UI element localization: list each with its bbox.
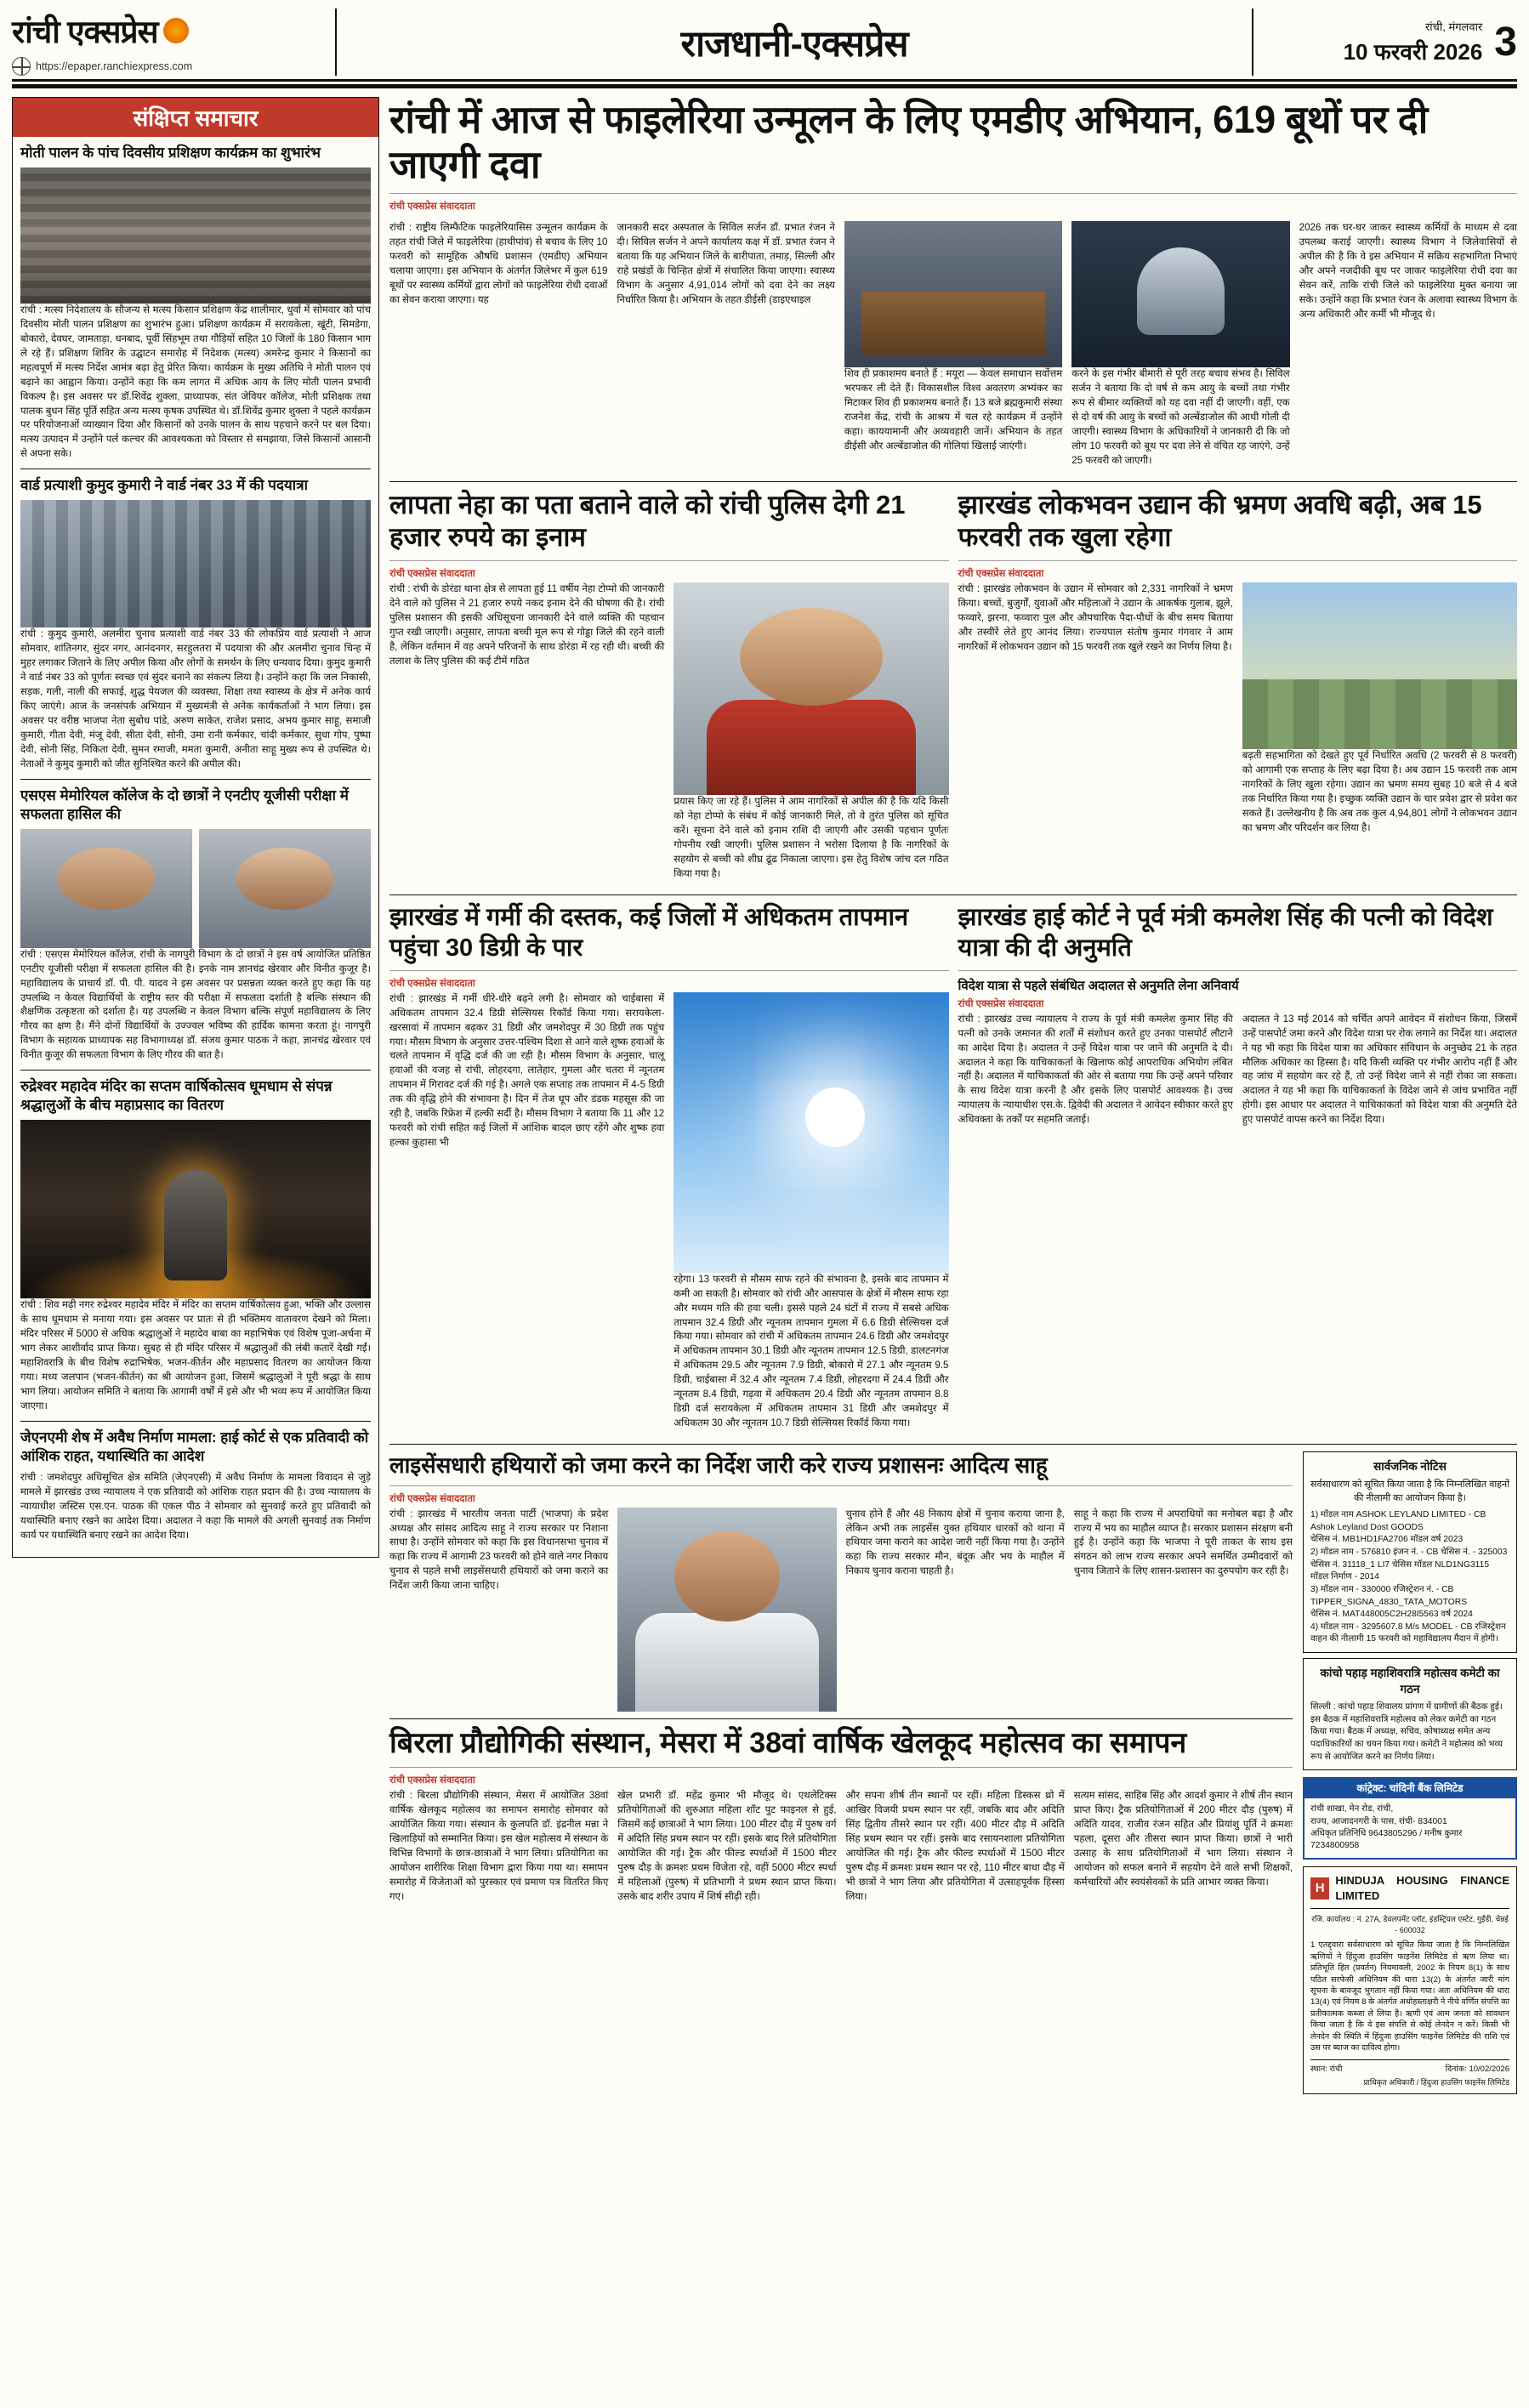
left-column <box>12 97 379 2094</box>
hinduja-ad-header <box>1310 1873 1509 1909</box>
lokbhawan-byline: रांची एक्सप्रेस संवाददाता <box>958 569 1044 580</box>
weather-text-left: रांची : झारखंड में गर्मी धीरे-धीरे बढ़ने लगी है। सोमवार को चाईबासा में अधिकतम तापमान 32.4 डिग्री सेल्सियस रिकॉर्ड किया गया। सरायकेला-खरसावां में तापमान बढ़कर 31 डिग्री और जमशेदपुर में 30 डिग्री तक पहुंच गया। मौसम विभाग के अनुसार उत्तर-पश्चिम दिशा से आने वाले शुष्क हवाओं के चलते तापमान में वृद्धि दर्ज की जा रही है। मौसम विभाग के अनुसार, चालू हवाओं की वजह से रांची, लोहरदगा, लातेहार, गुमला और चतरा में न्यूनतम तापमान में गिरावट दर्ज की गई है। अगले एक सप्ताह तक तापमान में 4-5 डिग्री तक की वृद्धि होने की संभावना है। दिन में तेज धूप और डंडक महसूस की जा रही है, जबकि रिफ्रेश में हल्की सर्दी है। मौसम विभाग ने बताया कि 11 और 12 फरवरी को रांची सहित कई जिलों में आंशिक बादल छाए रहेंगे और शुष्क हवा हल्का कुहासा भी <box>389 992 665 1148</box>
divider <box>389 560 949 561</box>
licence-col-2 <box>617 1508 836 1712</box>
training-hall-photo <box>20 168 371 304</box>
brief-item-1 <box>20 144 371 462</box>
notice-item-3: 2) मॉडल नाम - 576810 इंजन नं. - CB चेसिस नं. - 325003 <box>1310 1548 1508 1558</box>
birla-col-3 <box>846 1789 1065 1910</box>
brief-item-4 <box>20 1077 371 1414</box>
brief-item-4-body: रांची : शिव मढ़ी नगर रुद्रेश्वर महादेव मंदिर में मंदिर का सप्तम वार्षिकोत्सव हुआ, भक्ति और उल्लास के साथ धूमधाम से मनाया गया। इस अवसर पर प्रातः से ही भक्तिमय वातावरण देखने को मिला। मंदिर परिसर में 5000 से अधिक श्रद्धालुओं ने महादेव बाबा का महाभिषेक एवं विशेष पूजा-अर्चना में भाग लेकर आशीर्वाद प्राप्त किया। सुबह से ही मंदिर परिसर में श्रद्धालुओं की लंबी कतारें देखी गईं। महाशिवरात्रि के बीच विशेष रुद्राभिषेक, भजन-कीर्तन और महाप्रसाद वितरण का आयोजन किया गया। मध्य जलपान (भजन-कीर्तन) का श्री आयोजन हुआ, जिसमें श्रद्धालुओं ने पूरी श्रद्धा के साथ भाग लिया। आयोजन समिति ने बताया कि आगामी वर्षों में इसे और भी भव्य रूप में आयोजित किया जाएगा। <box>20 1299 371 1411</box>
licence-col-1 <box>389 1508 608 1712</box>
brief-item-3-headline: एसएस मेमोरियल कॉलेज के दो छात्रों ने एनटीए यूजीसी परीक्षा में सफलता हासिल की <box>20 787 349 822</box>
mid-row-1 <box>389 489 1517 888</box>
story-highcourt <box>958 902 1518 1437</box>
hinduja-registered-office: रजि. कार्यालय : नं. 27A, डेवलपमेंट प्लॉट, इंडस्ट्रियल एस्टेट, गुईंडी, चेन्नई - 600032 <box>1311 1915 1509 1934</box>
divider <box>389 481 1517 482</box>
birla-col-4 <box>1074 1789 1293 1910</box>
page-number: 3 <box>1494 19 1517 65</box>
divider <box>389 1444 1517 1445</box>
mid-row-2 <box>389 902 1517 1437</box>
licence-text-3: साहू ने कहा कि राज्य में अपराधियों का मनोबल बढ़ा है और राज्य में भय का माहौल व्याप्त है। सरकार प्रशासन संरक्षण बनी हुई है। उन्होंने कहा कि भाजपा ने पूरी ताकत के साथ इस संगठन को लाभ राज्य सरकार अपने समर्थित उम्मीदवारों को चुनाव जिताने के लिए शासन-प्रशासन का दुरुपयोग कर रही है। <box>1073 1508 1293 1577</box>
story-birla <box>389 1726 1293 1911</box>
missing-girl-col-2 <box>674 582 948 888</box>
birla-headline: बिरला प्रौद्योगिकी संस्थान, मेसरा में 38वां वार्षिक खेलकूद महोत्सव का समापन <box>389 1726 1187 1759</box>
highcourt-columns <box>958 1013 1518 1133</box>
divider <box>389 1718 1293 1719</box>
civil-surgeon-office-photo <box>844 221 1062 367</box>
story-missing-girl <box>389 489 949 888</box>
lead-col-5-text: 2026 तक घर-घर जाकर स्वास्थ्य कर्मियों के माध्यम से दवा उपलब्ध कराई जाएगी। स्वास्थ्य विभाग ने जिलेवासियों से अपील की है कि वे इस अभियान में सक्रिय सहभागिता निभाएं और अपने नजदीकी बूथ पर जाकर फाइलेरिया रोधी दवा का सेवन करें, ताकि रांची जिले को फाइलेरिया मुक्त बनाया जा सके। उन्होंने कहा कि प्रभात रंजन के अलावा स्वास्थ्य विभाग के अन्य अधिकारी और कर्मी भी मौजूद थे। <box>1299 222 1518 320</box>
birla-byline: रांची एक्सप्रेस संवाददाता <box>389 1775 475 1786</box>
story-lokbhawan <box>958 489 1518 888</box>
kancho-heading: कांचो पहाड़ महाशिवरात्रि महोत्सव कमेटी का गठन <box>1320 1666 1500 1696</box>
divider <box>958 560 1518 561</box>
divider <box>958 970 1518 971</box>
missing-girl-text-left: रांची : रांची के डोरंडा थाना क्षेत्र से लापता हुई 11 वर्षीय नेहा टोप्पो की जानकारी देने वाले को पुलिस ने 21 हजार रुपये नकद इनाम देने की घोषणा की है। रांची पुलिस प्रशासन की इसकी अधिसूचना जानकारी देने वाले व्यक्ति की पहचान गुप्त रखी जाएगी। अनुसार, लापता बच्ची मूल रूप से गोड्डा जिले की रहने वाली है, लेकिन वर्तमान में वह अपने परिजनों के साथ डोरंडा में रह रही थी। बच्ची की तलाश के लिए पुलिस की कई टीमें गठित <box>389 583 665 667</box>
divider <box>389 970 949 971</box>
hinduja-ad-body: 1 एतद्द्वारा सर्वसाधारण को सूचित किया जाता है कि निम्नलिखित ऋणियों ने हिंदुजा हाउसिंग फाइनेंस लिमिटेड से ऋण लिया था। प्रतिभूति हित (प्रवर्तन) नियमावली, 2002 के नियम 8(1) के साथ पठित सरफेसी अधिनियम की धारा 13(2) के अंतर्गत जारी मांग सूचना के बावजूद भुगतान नहीं किया गया। अतः अधिनियम की धारा 13(4) एवं नियम 8 के अंतर्गत अधोहस्ताक्षरी ने नीचे वर्णित संपत्ति का प्रतीकात्मक कब्जा ले लिया है। ऋणी एवं आम जनता को सावधान किया जाता है कि वे इस संपत्ति से कोई लेनदेन न करें। किसी भी लेनदेन की स्थिति में हिंदुजा हाउसिंग फाइनेंस लिमिटेड की राशि एवं उस पर ब्याज का दायित्व होगा। <box>1310 1940 1509 2053</box>
highcourt-headline: झारखंड हाई कोर्ट ने पूर्व मंत्री कमलेश सिंह की पत्नी को विदेश यात्रा की दी अनुमति <box>958 903 1493 963</box>
hinduja-authorized-officer: प्राधिकृत अधिकारी / हिंदुजा हाउसिंग फाइनेंस लिमिटेड <box>1363 2077 1509 2087</box>
lead-byline: रांची एक्सप्रेस संवाददाता <box>389 202 475 213</box>
missing-girl-columns <box>389 582 949 888</box>
story-licence <box>389 1451 1293 1712</box>
lokbhawan-text-left: रांची : झारखंड लोकभवन के उद्यान में सोमवार को 2,331 नागरिकों ने भ्रमण किया। बच्चों, बुजुर्गों, युवाओं और महिलाओं ने उद्यान के आकर्षक गुलाब, झूले, फव्वारे, झरना, फव्वारा पुल और औपचारिक पैदा-पौधों के बीच समय बिताया और तस्वीरें लेते हुए आनंद लिया। राज्यपाल संतोष कुमार गंगवार ने आम नागरिकों में लोकभवन उद्यान को 15 फरवरी तक खुले रखने का निर्णय लिया है। <box>958 583 1233 652</box>
divider <box>20 779 371 780</box>
weather-col-2 <box>674 992 948 1437</box>
public-notice-ad <box>1303 1451 1517 1653</box>
brief-item-5-headline: जेएनएमी शेष में अवैध निर्माण मामला: हाई कोर्ट से एक प्रतिवादी को आंशिक राहत, यथास्थिति का आदेश <box>20 1428 369 1464</box>
birla-text-1: रांची : बिरला प्रौद्योगिकी संस्थान, मेसरा में आयोजित 38वां वार्षिक खेलकूद महोत्सव का समापन समारोह सोमवार को आयोजित किया गया। संस्थान के कुलपति डॉ. इंद्रनील मन्ना ने खिलाड़ियों को सम्मानित किया। इस खेल महोत्सव में संस्थान के विभिन्न विभागों के छात्र-छात्राओं ने भाग लिया। प्रतियोगिता का आयोजन शारीरिक शिक्षा विभाग द्वारा किया गया था। समापन समारोह में विजेताओं को पुरस्कार एवं प्रमाण पत्र वितरित किए गए। <box>389 1790 609 1902</box>
lead-col-3 <box>844 221 1062 474</box>
brief-item-2-body: रांची : कुमुद कुमारी, अलमीरा चुनाव प्रत्याशी वार्ड नंबर 33 की लोकप्रिय वार्ड प्रत्याशी ने आज सोमवार, शांतिनगर, सुंदर नगर, आनंदनगर, सरहुलतरा में पदयात्रा की और अलमीरा चुनाव चिन्ह में मुहर लगाकर जिताने के लिए अपील किया और लोगों के समर्थन के लिए धन्यवाद दिया। कुमुद कुमारी ने वार्ड नंबर 33 को पूर्णतः स्वच्छ एवं सुंदर बनाने का संकल्प लिया है। उन्होंने कहा कि जल निकासी, सड़क, गली, नाली की सफाई, शुद्ध पेयजल की व्यवस्था, शिक्षा तथा स्वास्थ्य के क्षेत्र में अनेक कार्य किए जाएंगे। आज के जनसंपर्क अभियान में मुख्यमंत्री से अनेक कार्यकर्ताओं ने भाग लिया। इस अवसर पर वरीष्ठ भाजपा नेता सुबोध पांडे, अरुण साकेत, राजेश प्रसाद, अभय कुमार साहू, समाजी कुमारी, गीता देवी, मंजू देवी, सीता देवी, सोनी, उमा रानी कर्मकार, चांदी कर्मकार, सुधा गोप, पुष्पा देवी, सोनी सिंह, निकिता देवी, सुमन रमाजी, ममता कुमारी, अनीता साहू मुख्य रूप से उपस्थित थे। नेताओं ने कुमुद कुमारी को जीत सुनिश्चित करने की अपील की। <box>20 628 371 770</box>
divider <box>389 193 1517 194</box>
lead-col-4 <box>1071 221 1289 474</box>
lead-col-3-text: शिव ही प्रकाशमय बनाते हैं : मयूरा — केवल समाधान सर्वोत्तम भरपकर ली देते हैं। विकासशील विश्व अवतरण अभ्यंकर का मिटाकर शिव ही प्रकाशमय बनाते हैं। 13 बजे ब्रह्मकुमारी संस्था राजनेश केंद्र, रांची के आश्रय में चल रहे कार्यक्रम में उन्होंने कहा। काययामानी और अव्यवहारी जानें। अभियान के तहत डीईसी और अल्बेंडाजोल की गोलियां खिलाई जाएंगी। <box>844 368 1063 452</box>
brief-news-box <box>12 97 379 1558</box>
politician-photo <box>617 1508 836 1712</box>
ads-column <box>1303 1451 1517 2095</box>
birla-text-2: खेल प्रभारी डॉ. महेंद्र कुमार भी मौजूद थे। एथलेटिक्स प्रतियोगिताओं की शुरुआत महिला शॉट पुट फाइनल से हुई, जिसमें कई छात्राओं ने भाग लिया। 100 मीटर दौड़ में पुरुष वर्ग में अदिति सिंह प्रथम स्थान पर रहीं। इसके बाद रिले प्रतियोगिता आयोजित की गई। ट्रैक और फील्ड स्पर्धाओं में 1500 मीटर पुरुष दौड़ के क्रमशः प्रथम विजेता रहे, वहीं 5000 मीटर स्पर्धा में महिलाओं (पुरुष) में प्रतिभागी ने प्रथम स्थान प्राप्त किया। उसके बाद शरीर उपाय में शिर्ष सीढ़ी रही। <box>617 1790 837 1902</box>
lead-col-2 <box>617 221 834 474</box>
brief-item-3 <box>20 787 371 1064</box>
lokbhawan-col-1 <box>958 582 1233 842</box>
licence-text-2: चुनाव होने हैं और 48 निकाय क्षेत्रों में चुनाव कराया जाना है, लेकिन अभी तक लाइसेंस युक्त हथियार धारकों को थाना में हथियार जमा कराने का आदेश जारी नहीं किया गया है। उन्होंने कहा कि राज्य सरकार मौन, बंदूक और भय के माहौल में निकाय चुनाव कराना चाहती है। <box>845 1508 1065 1577</box>
logo-text: रांची एक्सप्रेस <box>12 14 158 49</box>
edition-title: राजधानी-एक्सप्रेस <box>680 24 908 65</box>
birla-columns <box>389 1789 1293 1910</box>
divider <box>389 1767 1293 1768</box>
brief-item-5-body: रांची : जमशेदपुर अधिसूचित क्षेत्र समिति (जेएनएसी) में अवैध निर्माण के मामला विवादन से जुड़े मामले में झारखंड उच्च न्यायालय ने एक प्रतिवादी को आंशिक राहत प्रदान की है। उच्च न्यायालय के न्यायाधीश जस्टिस एस.एन. पाठक की एकल पीठ ने सोमवार को सुनवाई करते हुए प्रतिवादी को यथास्थिति बनाए रखने का आदेश दिया। अदालत ने कहा कि मामले की अगली सुनवाई तक निर्माण कार्य पर यथास्थिति बनाए रखने का आदेश दिया। <box>20 1471 371 1541</box>
masthead <box>12 9 1517 82</box>
lead-col-2-text: जानकारी सदर अस्पताल के सिविल सर्जन डॉ. प्रभात रंजन ने दी। सिविल सर्जन ने अपने कार्यालय कक्ष में डॉ. प्रभात रंजन ने बताया कि यह अभियान जिले के बारीपाता, तमाड़, सिल्ली और राहे प्रखंडों के चिन्हित क्षेत्रों में संचालित किया जाएगा। स्वास्थ्य विभाग के अनुसार 4,91,014 लोगों को दवा देने का लक्ष्य निर्धारित किया है। अभियान के तहत डीईसी (डाइएथाइल <box>617 222 835 305</box>
highcourt-col-2 <box>1242 1013 1517 1133</box>
brief-item-3-body: रांची : एसएस मेमोरियल कॉलेज, रांची के नागपुरी विभाग के दो छात्रों ने इस वर्ष आयोजित प्रतिष्ठित एनटीए यूजीसी परीक्षा में सफलता हासिल की है। इनके नाम ज्ञानचंद्र खेरवार और विनीत कुजूर है। महाविद्यालय के प्राचार्य डॉ. पी. पी. यादव ने इस अवसर पर प्रसन्नता व्यक्त करते हुए कहा कि यह उपलब्धि न केवल विद्यार्थियों के राष्ट्रीय स्तर की परीक्षा में सफलता दर्शाती है बल्कि संस्थान की शैक्षणिक उत्कृष्टता को दर्शाता है। यह उपलब्धि न केवल विभाग बल्कि संपूर्ण महाविद्यालय के लिए गौरव का क्षण है। मैंने दोनों विद्यार्थियों के उज्ज्वल भविष्य की हार्दिक कामना करता हूं। नागपुरी विभाग के सहायक प्राध्यापक सह विभागाध्यक्ष डॉ. संजय कुमार पाठक ने कहा, ज्ञानचंद्र खेरवार एवं विनीत कुजूर की सफलता विभाग के लिए गौरव की बात है। <box>20 948 371 1061</box>
notice-item-7: 4) मॉडल नाम - 3295607.8 M/s MODEL - CB रजिस्ट्रेशन वाहन की नीलामी 15 फरवरी को महाविद्यालय मैदान में होगी। <box>1310 1621 1506 1644</box>
temple-photo <box>20 1120 371 1298</box>
masthead-right <box>1262 9 1517 76</box>
park-photo <box>1242 582 1517 749</box>
birla-col-2 <box>617 1789 836 1910</box>
bank-contact-ad <box>1303 1777 1517 1859</box>
city-day: रांची, मंगलवार <box>1424 20 1483 33</box>
masthead-center <box>335 9 1253 76</box>
birla-col-1 <box>389 1789 608 1910</box>
url-text: https://epaper.ranchiexpress.com <box>36 60 193 72</box>
public-notice-heading: सार्वजनिक नोटिस <box>1373 1459 1447 1473</box>
kancho-body: सिल्ली : कांचो पहाड़ शिवालय प्रांगण में ग्रामीणों की बैठक हुई। इस बैठक में महाशिवरात्रि महोत्सव को लेकर कमेटी का गठन किया गया। बैठक में अध्यक्ष, सचिव, कोषाध्यक्ष समेत अन्य पदाधिकारियों का चयन किया गया। कमेटी ने महोत्सव को भव्य रूप से आयोजित करने का निर्णय लिया। <box>1310 1702 1503 1762</box>
missing-girl-headline: लापता नेहा का पता बताने वाले को रांची पुलिस देगी 21 हजार रुपये का इनाम <box>389 489 906 553</box>
lead-story <box>389 97 1517 474</box>
sun-sky-photo <box>674 992 948 1273</box>
divider <box>389 1485 1293 1486</box>
hinduja-place: स्थान: रांची <box>1310 2064 1343 2074</box>
two-students-photo <box>20 829 371 948</box>
globe-icon <box>12 57 31 76</box>
brief-item-1-headline: मोती पालन के पांच दिवसीय प्रशिक्षण कार्यक्रम का शुभारंभ <box>20 145 321 161</box>
licence-headline: लाइसेंसधारी हथियारों को जमा करने का निर्देश जारी करे राज्य प्रशासनः आदित्य साहू <box>389 1451 1048 1478</box>
shiva-program-photo <box>1071 221 1289 367</box>
notice-item-1: 1) मॉडल नाम ASHOK LEYLAND LIMITED - CB Ashok Leyland Dost GOODS <box>1310 1510 1486 1532</box>
lokbhawan-headline: झारखंड लोकभवन उद्यान की भ्रमण अवधि बढ़ी, अब 15 फरवरी तक खुला रहेगा <box>958 489 1482 553</box>
bottom-row <box>389 1451 1517 2095</box>
sun-icon <box>163 18 189 43</box>
lead-columns <box>389 221 1517 474</box>
brief-news-heading: संक्षिप्त समाचार <box>13 98 378 137</box>
missing-girl-byline: रांची एक्सप्रेस संवाददाता <box>389 569 475 580</box>
masthead-left <box>12 9 327 76</box>
lead-headline: रांची में आज से फाइलेरिया उन्मूलन के लिए एमडीए अभियान, 619 बूथों पर दी जाएगी दवा <box>389 98 1428 187</box>
bank-line-3[interactable]: अधिकृत प्रतिनिधि 9643805296 / मनीष कुमार 7234800958 <box>1310 1828 1463 1851</box>
birla-text-4: सत्यम सांसद, साहिब सिंह और आदर्श कुमार ने शीर्ष तीन स्थान प्राप्त किए। ट्रैक प्रतियोगिताओं में 200 मीटर दौड़ (पुरुष) में अदिति यादव, राजीव रंजन सहित और प्रियांशु पूर्ति ने क्रमशः पहला, दूसरा और तीसरा स्थान प्राप्त किया। छात्रों ने भारी उत्साह के साथ प्रतियोगिताओं में भाग लिया। संस्थान ने आयोजन को सफल बनाने में सहयोग देने वाले सभी शिक्षकों, कर्मचारियों और स्वयंसेवकों के प्रति आभार व्यक्त किया। <box>1073 1790 1293 1888</box>
lead-col-1 <box>389 221 607 474</box>
page-body <box>12 97 1517 2094</box>
lokbhawan-col-2 <box>1242 582 1517 842</box>
newspaper-logo <box>12 9 327 52</box>
lokbhawan-columns <box>958 582 1518 842</box>
weather-headline: झारखंड में गर्मी की दस्तक, कई जिलों में अधिकतम तापमान पहुंचा 30 डिग्री के पार <box>389 903 909 963</box>
notice-item-6: चेसिस नं. MAT448005C2H28I5563 वर्ष 2024 <box>1310 1610 1473 1620</box>
lokbhawan-text-right: बढ़ती सहभागिता को देखते हुए पूर्व निर्धारित अवधि (2 फरवरी से 8 फरवरी) को आगामी एक सप्ताह के लिए बढ़ा दिया है। अब उद्यान 15 फरवरी तक आम नागरिकों के लिए खुला रहेगा। उद्यान का भ्रमण समय सुबह 10 बजे से 4 बजे तक निर्धारित किया गया है। इच्छुक व्यक्ति उद्यान के चार प्रवेश द्वार से प्रवेश कर सकते हैं। उल्लेखनीय है कि अब तक कुल 4,94,801 लोगों ने लोकभवन उद्यान का भ्रमण और परिदर्शन कर लिया है। <box>1242 750 1517 833</box>
notice-item-4: चेसिस नं. 31118_1 LI7 चेसिस मॉडल NLD1NG3115 मॉडल निर्माण - 2014 <box>1310 1559 1490 1582</box>
weather-byline: रांची एक्सप्रेस संवाददाता <box>389 978 475 989</box>
brief-item-4-headline: रुद्रेश्वर महादेव मंदिर का सप्तम वार्षिकोत्सव धूमधाम से संपन्न श्रद्धालुओं के बीच महाप्रसाद का वितरण <box>20 1078 333 1114</box>
publication-date: 10 फरवरी 2026 <box>1343 38 1483 65</box>
notice-item-5: 3) मॉडल नाम - 330000 रजिस्ट्रेशन नं. - CB TIPPER_SIGNA_4830_TATA_MOTORS <box>1310 1584 1468 1607</box>
lead-col-4-text: करने के इस गंभीर बीमारी से पूरी तरह बचाव संभव है। सिविल सर्जन ने बताया कि दो वर्ष से कम आयु के बच्चों तथा गंभीर रूप से बीमार व्यक्तियों को यह दवा नहीं दी जाएगी। वहीं, एक से दो वर्ष की आयु के बच्चों को अल्बेंडाजोल की आधी गोली दी जाएगी। स्वास्थ्य विभाग के अधिकारियों ने जानकारी दी कि जो लोग 10 फरवरी को बूथ पर दवा लेने से वंचित रह जाएंगे, उन्हें 25 फरवरी को जाएगी। <box>1071 368 1290 466</box>
divider <box>389 894 1517 895</box>
missing-girl-text-right: प्रयास किए जा रहे हैं। पुलिस ने आम नागरिकों से अपील की है कि यदि किसी को नेहा टोप्पो के संबंध में कोई जानकारी मिले, तो वे तुरंत पुलिस को सूचित करें। सूचना देने वाले को इनाम राशि दी जाएगी और उसकी पहचान पूर्णतः गोपनीय रखी जाएगी। पुलिस प्रशासन ने भरोसा दिलाया है कि नागरिकों के सहयोग से बच्ची को शीघ्र ढूंढ निकाला जाएगा। इस हेतु विशेष जांच दल गठित किया गया है। <box>674 796 949 879</box>
licence-columns <box>389 1508 1293 1712</box>
notice-item-2: चेसिस नं. MB1HD1FA2706 मॉडल वर्ष 2023 <box>1310 1535 1464 1545</box>
student-portrait-1 <box>20 829 192 948</box>
hinduja-ad-footer <box>1310 2059 1509 2075</box>
hinduja-housing-ad <box>1303 1866 1517 2095</box>
group-photo <box>20 500 371 628</box>
licence-text-1: रांची : झारखंड में भारतीय जनता पार्टी (भाजपा) के प्रदेश अध्यक्ष और सांसद आदित्य साहू ने राज्य सरकार पर निशाना साधा है। उन्होंने सोमवार को कहा कि इस विधानसभा चुनाव में कहा कि राज्य में आगामी 23 फरवरी को होने वाले नगर निकाय चुनाव से पहले सभी लाइसेंसधारी हथियारों को जमा कराने का निर्देश जारी किया जाना चाहिए। <box>389 1508 609 1592</box>
highcourt-byline: रांची एक्सप्रेस संवाददाता <box>958 998 1044 1009</box>
main-column <box>389 97 1517 2094</box>
brief-item-2-headline: वार्ड प्रत्याशी कुमुद कुमारी ने वार्ड नंबर 33 में की पदयात्रा <box>20 477 308 494</box>
brief-item-1-body: रांची : मत्स्य निदेशालय के सौजन्य से मत्स्य किसान प्रशिक्षण केंद्र शालीमार, धुर्वा में सोमवार को पांच दिवसीय मोती पालन प्रशिक्षण का शुभारंभ हुआ। प्रशिक्षण कार्यक्रम में सरायकेला, खूंटी, सिमडेगा, बोकारो, देवघर, जामताड़ा, धनबाद, पूर्वी सिंहभूम तथा गौड़ियों सहित 10 जिलों के 180 किसान भाग ले रहे हैं। प्रशिक्षण शिविर के उद्घाटन समारोह में निदेशक (मत्स्य) अमरेन्द्र कुमार ने किसानों का महत्वपूर्ण में मत्स्य निर्देश आमंत्र बढ़ा हेतु प्रेरित किया। कार्यक्रम के मुख्य अतिथि ने मोती पालन एवं बढ़ाने का आह्वान किया। उन्होंने कहा कि कम लागत में अधिक आय के लिए मोती पालन प्रभावी विकल्प है। इस अवसर पर डॉ.शिवेंद्र शुक्ला, प्राध्यापक, संत जेवियर कॉलेज, मोती प्रशिक्षक तथा पालक बुधन सिंह पूर्ति सहित अन्य मत्स्य कृषक उपस्थित थे। डॉ.शिवेंद्र कुमार शुक्ला ने पहले कार्यक्रम पर परियोजनाओं व्याख्यान दिया और किसानों को उनके पालन के साथ पहचाने करने पर बल दिया। मत्स्य उत्पादन में उन्होंने पर्ल कल्चर की आवश्यकता को विस्तार से समझाया, जिसे किसानों आसानी से अपना सके। <box>20 304 371 460</box>
licence-col-3 <box>846 1508 1065 1712</box>
lead-col-1-text: रांची : राष्ट्रीय लिम्फैटिक फाइलेरियासिस उन्मूलन कार्यक्रम के तहत रांची जिले में फाइलेरिया (हाथीपांव) से बचाव के लिए 10 फरवरी को सामूहिक औषधि प्रशासन (एमडीए) अभियान चलाया जाएगा। इस अभियान के अंतर्गत जिलेभर में कुल 619 बूथों पर स्वास्थ्य कर्मियों द्वारा लोगों को फाइलेरिया रोधी दवाओं का सेवन कराया जाएगा। यह <box>389 222 608 305</box>
birla-text-3: और सपना शीर्ष तीन स्थानों पर रहीं। महिला डिस्कस थ्रो में आखिर विजयी प्रथम स्थान पर रहीं, जबकि बाद और अदिति सिंह द्वितीय तीसरे स्थान पर रहीं। 400 मीटर दौड़ में अदिति सिंह प्रथम स्थान पर रहीं। इसके बाद रसायनशाला प्रतियोगिता आयोजित की गई। ट्रैक और फील्ड स्पर्धाओं में 1500 मीटर पुरुष दौड़ में क्रमशः प्रथम स्थान पर रहे, 110 मीटर बाधा दौड़ में भी छात्रों ने भाग लिया और प्रतियोगिता में उत्साहपूर्वक हिस्सा लिया। <box>845 1790 1065 1902</box>
bottom-stories <box>389 1451 1293 2095</box>
missing-girl-col-1 <box>389 582 664 888</box>
epaper-url[interactable] <box>12 57 327 76</box>
divider <box>20 1070 371 1071</box>
public-notice-subtext: सर्वसाधारण को सूचित किया जाता है कि निम्नलिखित वाहनों की नीलामी का आयोजन किया है। <box>1310 1479 1509 1503</box>
hinduja-date: दिनांक: 10/02/2026 <box>1445 2064 1509 2074</box>
highcourt-text-left: रांची : झारखंड उच्च न्यायालय ने राज्य के पूर्व मंत्री कमलेश कुमार सिंह की पत्नी को उनके जमानत की शर्तों में संशोधन करते हुए उनका पासपोर्ट लौटाने का आदेश दिया है। अदालत ने उन्हें विदेश यात्रा पर जाने की अनुमति दे दी। अदालत ने कहा कि याचिकाकर्ता के खिलाफ कोई आपराधिक अभियोग लंबित नहीं है। अदालत में याचिकाकर्ता की ओर से बताया गया कि उन्हें अपने परिवार के साथ विदेश यात्रा करनी है और इसके लिए पासपोर्ट आवश्यक है। उच्च न्यायालय के न्यायाधीश एस.के. द्विवेदी की अदालत ने आवेदन स्वीकार करते हुए अधिवक्ता के तर्कों पर सहमति जताई। <box>958 1013 1233 1126</box>
bank-line-1: रांची शाखा, मेन रोड, रांची, <box>1310 1804 1394 1815</box>
highcourt-col-1 <box>958 1013 1233 1133</box>
hinduja-company-name: HINDUJA HOUSING FINANCE LIMITED <box>1335 1873 1509 1902</box>
kancho-committee-news <box>1303 1658 1517 1770</box>
highcourt-subhead: विदेश यात्रा से पहले संबंधित अदालत से अनुमति लेना अनिवार्य <box>958 978 1239 993</box>
brief-news-content <box>13 137 378 1557</box>
date-block <box>1344 19 1483 66</box>
weather-col-1 <box>389 992 664 1437</box>
missing-girl-photo <box>674 582 948 795</box>
masthead-rule <box>12 84 1517 88</box>
hinduja-logo-icon: H <box>1310 1877 1329 1900</box>
brief-item-5 <box>20 1428 371 1543</box>
weather-columns <box>389 992 949 1437</box>
divider <box>20 1421 371 1422</box>
bank-contact-heading: कांट्रेक्ट: चांदिनी बैंक लिमिटेड <box>1304 1779 1515 1798</box>
licence-col-4 <box>1074 1508 1293 1712</box>
lead-col-5 <box>1299 221 1517 474</box>
brief-item-2 <box>20 476 371 771</box>
student-portrait-2 <box>199 829 371 948</box>
bank-line-2: राज्य, आजादनगरी के पास, रांची- 834001 <box>1310 1816 1447 1826</box>
weather-text-right: रहेगा। 13 फरवरी से मौसम साफ रहने की संभावना है, इसके बाद तापमान में कमी आ सकती है। सोमवार को रांची और आसपास के क्षेत्रों में मौसम साफ रहा और मध्यम गति की हवा चली। इससे पहले 24 घंटों में राज्य में सबसे अधिक तापमान 32.4 डिग्री और न्यूनतम तापमान गुमला में 6.6 डिग्री सेल्सियस दर्ज किया गया। सोमवार को रांची में अधिकतम तापमान 24.6 डिग्री और जमशेदपुर में अधिकतम तापमान 30.1 डिग्री और न्यूनतम तापमान 12.5 डिग्री, डालटनगंज में अधिकतम 29.5 और न्यूनतम 7.9 डिग्री, बोकारो में 27.1 और न्यूनतम 9.5 डिग्री, चाईबासा में 32.4 और न्यूनतम 7.4 डिग्री, लोहरदगा में 24.4 डिग्री और न्यूनतम 8.4 डिग्री, गढ़वा में अधिकतम 20.4 डिग्री और न्यूनतम तापमान 8.8 डिग्री दर्ज सरायकेला में अधिकतम तापमान 31 डिग्री और जमशेदपुर में अधिकतम 30 और न्यूनतम 10.7 डिग्री सेल्सियस रिकॉर्ड किया गया। <box>674 1273 949 1428</box>
licence-byline: रांची एक्सप्रेस संवाददाता <box>389 1493 475 1504</box>
story-weather <box>389 902 949 1437</box>
highcourt-text-right: अदालत ने 13 मई 2014 को चर्चित अपने आवेदन में संशोधन किया, जिसमें उन्हें पासपोर्ट जमा करने और विदेश यात्रा पर रोक लगाने का निर्देश था। अदालत ने यह भी कहा कि विदेश यात्रा का अधिकार संविधान के अनुच्छेद 21 के तहत मौलिक अधिकार का हिस्सा है। यदि किसी व्यक्ति पर गंभीर आरोप नहीं हैं और वह जांच में सहयोग कर रहे हैं, तो उन्हें विदेश जाने से नहीं रोका जा सकता। अदालत ने यह भी कहा कि याचिकाकर्ता के विदेश जाने से जांच प्रभावित नहीं होगी। इस आधार पर अदालत ने याचिकाकर्ता को विदेश यात्रा की अनुमति देते हुए पासपोर्ट वापस करने का निर्देश दिया। <box>1242 1013 1517 1126</box>
